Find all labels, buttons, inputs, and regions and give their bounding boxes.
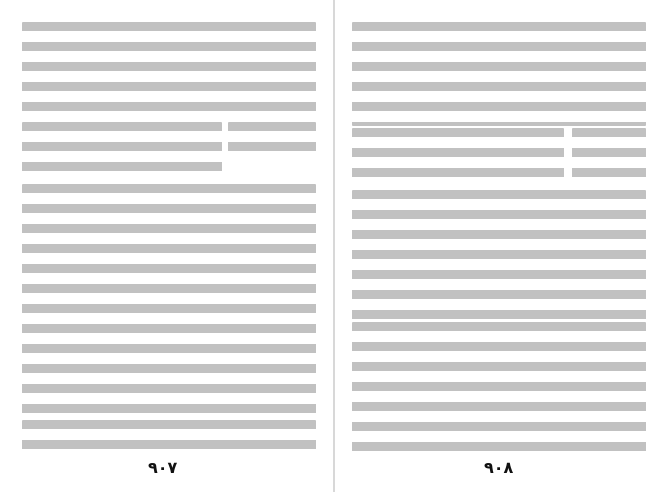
right-page-text-block: [352, 322, 646, 456]
right-page-number: ٩٠٨: [484, 458, 514, 477]
left-page-text-block: [22, 420, 316, 456]
right-page-text-block: [352, 190, 646, 320]
right-page: [334, 0, 668, 492]
left-page-number: ٩٠٧: [148, 458, 178, 477]
left-page-text-block: [22, 22, 316, 122]
right-page-text-block: [352, 128, 564, 188]
left-page-text-block: [22, 122, 222, 182]
right-page-text-block: [352, 22, 646, 126]
left-page-side-heading: [228, 122, 316, 162]
right-page-side-heading: [572, 128, 646, 188]
left-page-text-block: [22, 184, 316, 420]
